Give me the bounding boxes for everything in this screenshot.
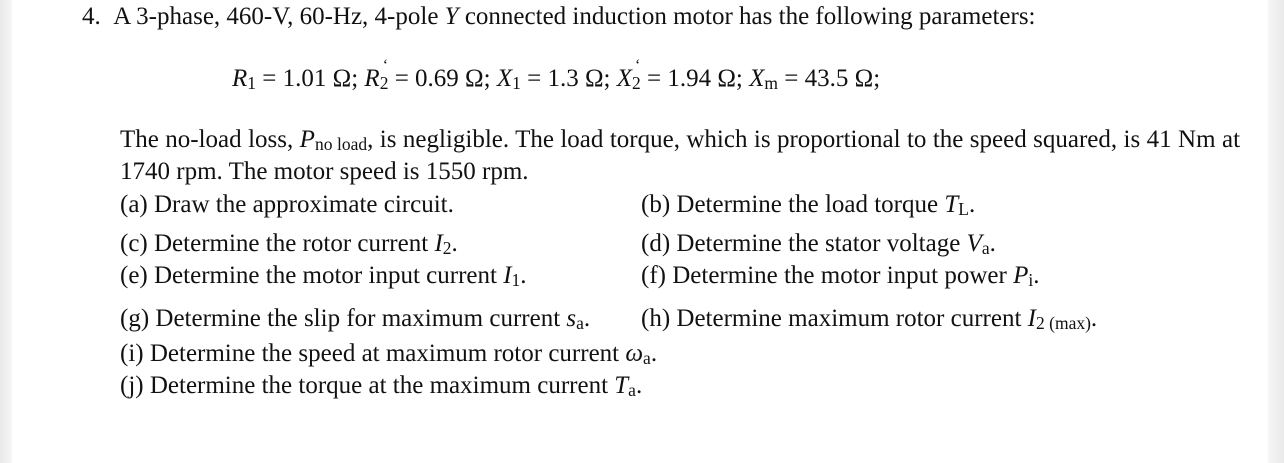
- question-b: (b) Determine the load torque $T_L$.: [641, 191, 976, 219]
- param-x2: $X_2$ ‘ = 1.94 Ω;: [616, 57, 750, 93]
- page-shadow-right: [1268, 0, 1284, 463]
- parameters-equation: [232, 57, 881, 94]
- question-j: (j) Determine the torque at the maximum current $T_a$.: [120, 372, 643, 400]
- page-shadow-left: [0, 0, 12, 463]
- question-i: (i) Determine the speed at maximum rotor current $\omega_a$.: [120, 340, 658, 368]
- problem-intro-a: A 3-phase, 460-V, 60-Hz, 4-pole: [113, 3, 445, 30]
- problem-intro-b: connected induction motor has the following parameters:: [458, 3, 1036, 30]
- question-e: (e) Determine the motor input current $I_1$.: [120, 262, 527, 290]
- param-r1: $R_1 = 1.01$ Ω;: [232, 65, 365, 93]
- problem-description: The no-load loss, $P_{no load}$, is negligible. The load torque, which is proportional to the speed squared, is 41 Nm at 1740 rpm. The motor speed is 1550 rpm.: [120, 126, 1241, 185]
- question-a: (a) Draw the approximate circuit.: [120, 191, 454, 218]
- question-c: (c) Determine the rotor current $I_2$.: [120, 230, 458, 258]
- question-f: (f) Determine the motor input power $P_i$.: [641, 262, 1040, 290]
- question-d: (d) Determine the stator voltage $V_a$.: [641, 230, 996, 258]
- question-h: (h) Determine maximum rotor current $I_{2 (max)}$.: [641, 305, 1098, 333]
- problem-statement: [82, 2, 1036, 32]
- question-g: (g) Determine the slip for maximum current $s_a$.: [120, 305, 591, 333]
- param-r2: $R_2$ ‘ = 0.69 Ω;: [364, 57, 497, 93]
- problem-intro-y: Y: [444, 3, 459, 30]
- param-x1: $X_1 = 1.3$ Ω;: [496, 65, 617, 93]
- param-xm: $X_m = 43.5$ Ω;: [749, 65, 881, 93]
- problem-number: 4.: [82, 3, 101, 30]
